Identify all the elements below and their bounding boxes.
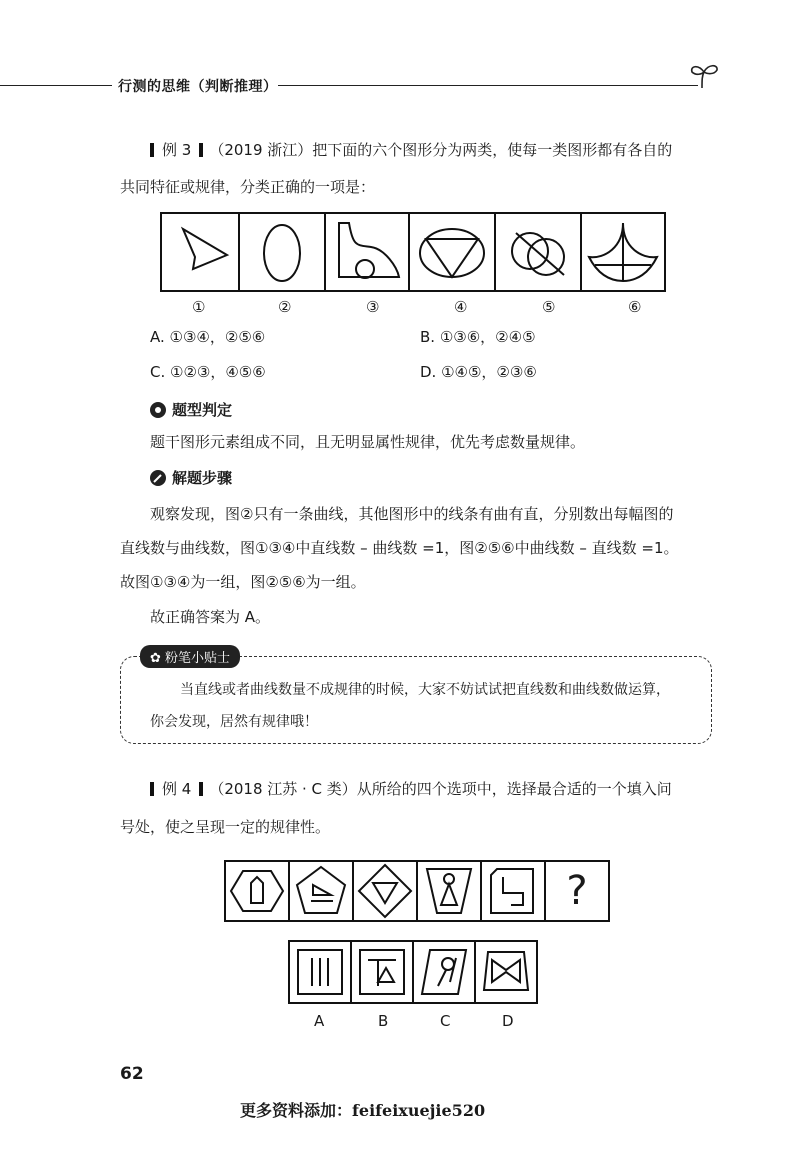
- answer-option-a: [288, 940, 352, 1004]
- sprout-small-icon: ✿: [150, 651, 166, 666]
- page-number: 62: [120, 1064, 144, 1084]
- option-a: A. ①③④，②⑤⑥: [150, 328, 266, 346]
- pen-icon: [150, 470, 166, 486]
- type-heading: [150, 400, 232, 420]
- sequence-5: [480, 860, 546, 922]
- steps-line3: 故图①③④为一组，图②⑤⑥为一组。: [120, 573, 366, 591]
- example-mark-icon: [150, 143, 154, 157]
- answer-letter-c: C: [440, 1012, 451, 1030]
- figure-1: [160, 212, 240, 292]
- figure-4: [408, 212, 496, 292]
- sequence-2: [288, 860, 354, 922]
- sequence-3: [352, 860, 418, 922]
- steps-line1: 观察发现，图②只有一条曲线，其他图形中的线条有曲有直，分别数出每幅图的: [150, 505, 674, 523]
- example3-label: 例 3: [162, 141, 192, 159]
- figure-number-5: ⑤: [542, 298, 556, 316]
- example3-heading: [150, 140, 672, 160]
- example3-line2: 共同特征或规律，分类正确的一项是：: [120, 178, 376, 196]
- header-rule-left: [0, 85, 112, 86]
- example-mark-icon: [199, 143, 203, 157]
- header-rule-right: [278, 85, 698, 86]
- example3-figure-row: [160, 212, 666, 292]
- example3-line1: （2019 浙江）把下面的六个图形分为两类，使每一类图形都有各自的: [209, 141, 673, 159]
- question-mark: ?: [566, 868, 588, 914]
- option-b: B. ①③⑥，②④⑤: [420, 328, 536, 346]
- option-d: D. ①④⑤，②③⑥: [420, 363, 537, 381]
- sequence-question: [544, 860, 610, 922]
- tip-line2: 你会发现，居然有规律哦！: [150, 714, 318, 730]
- example-mark-icon: [199, 782, 203, 796]
- type-text: 题干图形元素组成不同，且无明显属性规律，优先考虑数量规律。: [150, 433, 586, 451]
- figure-number-4: ④: [454, 298, 468, 316]
- sequence-1: [224, 860, 290, 922]
- figure-number-3: ③: [366, 298, 380, 316]
- example4-line1: （2018 江苏 · C 类）从所给的四个选项中，选择最合适的一个填入问: [209, 780, 672, 798]
- answer-letter-a: A: [314, 1012, 325, 1030]
- figure-5: [494, 212, 582, 292]
- header-title: 行测的思维（判断推理）: [118, 79, 278, 95]
- answer-letter-b: B: [378, 1012, 389, 1030]
- figure-number-2: ②: [278, 298, 292, 316]
- option-c: C. ①②③，④⑤⑥: [150, 363, 266, 381]
- answer-option-d: [474, 940, 538, 1004]
- gear-icon: [150, 402, 166, 418]
- type-heading-text: 题型判定: [172, 401, 233, 419]
- figure-number-1: ①: [192, 298, 206, 316]
- figure-2: [238, 212, 326, 292]
- answer-letter-d: D: [502, 1012, 514, 1030]
- answer-text: 故正确答案为 A。: [150, 608, 271, 626]
- sprout-icon: [688, 60, 720, 90]
- tip-label-text: 粉笔小贴士: [165, 651, 231, 666]
- example4-sequence-row: [224, 860, 610, 922]
- example-mark-icon: [150, 782, 154, 796]
- sequence-4: [416, 860, 482, 922]
- footer-text: 更多资料添加：feifeixuejie520: [240, 1101, 486, 1120]
- figure-3: [324, 212, 410, 292]
- figure-6: [580, 212, 666, 292]
- answer-option-c: [412, 940, 476, 1004]
- steps-heading: [150, 468, 232, 488]
- tip-label: [140, 645, 240, 668]
- figure-number-6: ⑥: [628, 298, 642, 316]
- example4-options-row: [288, 940, 538, 1004]
- steps-line2: 直线数与曲线数，图①③④中直线数 – 曲线数 =1，图②⑤⑥中曲线数 – 直线数 =1。: [120, 539, 679, 557]
- example4-label: 例 4: [162, 780, 192, 798]
- example4-line2: 号处，使之呈现一定的规律性。: [120, 818, 331, 836]
- tip-line1: 当直线或者曲线数量不成规律的时候，大家不妨试试把直线数和曲线数做运算，: [180, 682, 670, 698]
- steps-heading-text: 解题步骤: [172, 469, 233, 487]
- answer-option-b: [350, 940, 414, 1004]
- example4-heading: [150, 779, 672, 799]
